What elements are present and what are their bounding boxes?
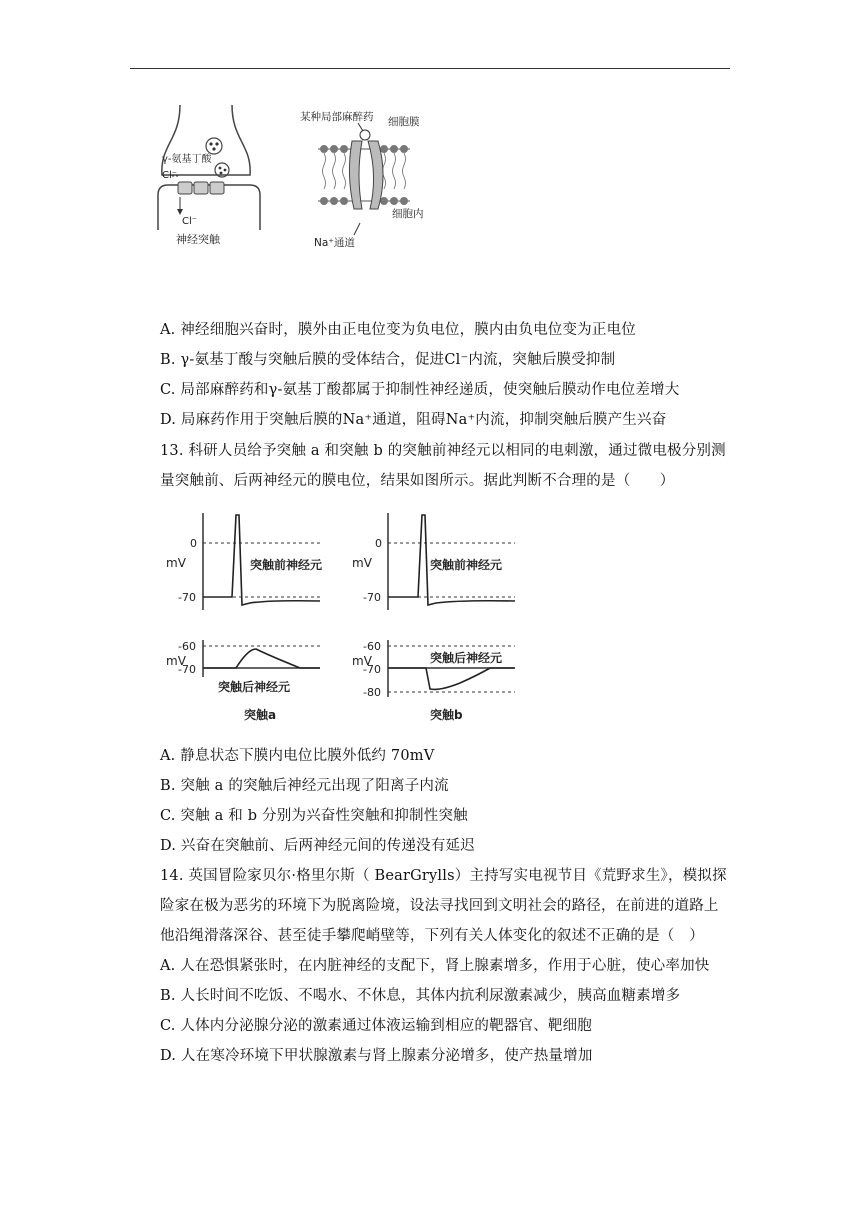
mv-label: mV [166, 556, 186, 570]
synapse-a-post-graph [166, 640, 320, 722]
q14-option-a: A. 人在恐惧紧张时，在内脏神经的支配下，肾上腺素增多，作用于心脏，使心率加快 [160, 958, 710, 974]
tick-minus70: -70 [363, 663, 381, 676]
q14-stem-line1: 14. 英国冒险家贝尔·格里尔斯（ BearGrylls）主持写实电视节目《荒野求生》，模拟探 [160, 868, 727, 884]
q14-option-b: B. 人长时间不吃饭、不喝水、不休息，其体内抗利尿激素减少，胰高血糖素增多 [160, 988, 681, 1004]
tick-minus80: -80 [363, 686, 381, 699]
na-channel-right [368, 141, 383, 209]
postsynaptic-membrane [158, 185, 260, 230]
q14-stem-line2: 险家在极为恶劣的环境下为脱离险境，设法寻找回到文明社会的路径，在前进的道路上 [160, 898, 719, 914]
q13-option-a: A. 静息状态下膜内电位比膜外低约 70mV [160, 748, 435, 764]
inside-label: 细胞内 [392, 208, 424, 220]
q13-option-d: D. 兴奋在突触前、后两神经元间的传递没有延迟 [160, 838, 475, 854]
tick-0: 0 [190, 537, 197, 550]
na-channel-label: Na⁺通道 [314, 237, 355, 249]
tick-minus70: -70 [178, 663, 196, 676]
potential-figure [160, 505, 530, 730]
mv-label: mV [352, 654, 372, 668]
post-label-b: 突触后神经元 [430, 651, 503, 665]
q12-option-b: B. γ-氨基丁酸与突触后膜的受体结合，促进Cl⁻内流，突触后膜受抑制 [160, 352, 616, 368]
tick-minus60: -60 [363, 640, 381, 653]
mv-label: mV [166, 654, 186, 668]
header-rule [130, 68, 730, 69]
cl-label-1: Cl⁻ [162, 170, 178, 181]
anesthetic-molecule [360, 130, 370, 140]
synapse-caption: 神经突触 [176, 233, 220, 246]
q12-option-a: A. 神经细胞兴奋时，膜外由正电位变为负电位，膜内由负电位变为正电位 [160, 322, 636, 338]
tick-0: 0 [375, 537, 382, 550]
synapse-b-post-graph [352, 640, 515, 722]
q14-stem-line3: 他沿绳滑落深谷、甚至徒手攀爬峭壁等，下列有关人体变化的叙述不正确的是（ ） [160, 928, 704, 944]
synapse-figure [150, 100, 270, 250]
pre-label-b: 突触前神经元 [430, 558, 503, 572]
q12-option-d: D. 局麻药作用于突触后膜的Na⁺通道，阻碍Na⁺内流，抑制突触后膜产生兴奋 [160, 412, 667, 428]
pre-label-a: 突触前神经元 [250, 558, 323, 572]
tick-minus70: -70 [363, 591, 381, 604]
cl-label-2: Cl⁻ [182, 216, 198, 227]
receptor [210, 182, 224, 194]
q14-option-d: D. 人在寒冷环境下甲状腺激素与肾上腺素分泌增多，使产热量增加 [160, 1048, 593, 1064]
q13-option-c: C. 突触 a 和 b 分别为兴奋性突触和抑制性突触 [160, 808, 468, 824]
q13-stem-line2: 量突触前、后两神经元的膜电位，结果如图所示。据此判断不合理的是（ ） [160, 473, 675, 489]
caption-b: 突触b [430, 708, 463, 722]
synapse-a-pre-graph [166, 513, 322, 610]
gaba-label: γ-氨基丁酸 [162, 154, 212, 165]
lipid-bilayer [318, 149, 410, 201]
anesthetic-label: 某种局部麻醉药 [300, 111, 374, 123]
vesicle [206, 138, 222, 154]
post-label-a: 突触后神经元 [218, 680, 291, 694]
caption-a: 突触a [244, 708, 277, 722]
membrane-figure [300, 105, 430, 255]
tick-minus60: -60 [178, 640, 196, 653]
mv-label: mV [352, 556, 372, 570]
tick-minus70: -70 [178, 591, 196, 604]
q14-option-c: C. 人体内分泌腺分泌的激素通过体液运输到相应的靶器官、靶细胞 [160, 1018, 592, 1034]
na-channel-left [349, 141, 362, 209]
membrane-label: 细胞膜 [388, 116, 420, 128]
q12-option-c: C. 局部麻醉药和γ-氨基丁酸都属于抑制性神经递质，使突触后膜动作电位差增大 [160, 382, 680, 398]
synapse-b-pre-graph [352, 513, 515, 610]
q13-stem-line1: 13. 科研人员给予突触 a 和突触 b 的突触前神经元以相同的电刺激，通过微电极分别测 [160, 443, 726, 459]
receptor [194, 182, 208, 194]
q13-option-b: B. 突触 a 的突触后神经元出现了阳离子内流 [160, 778, 449, 794]
receptor [178, 182, 192, 194]
